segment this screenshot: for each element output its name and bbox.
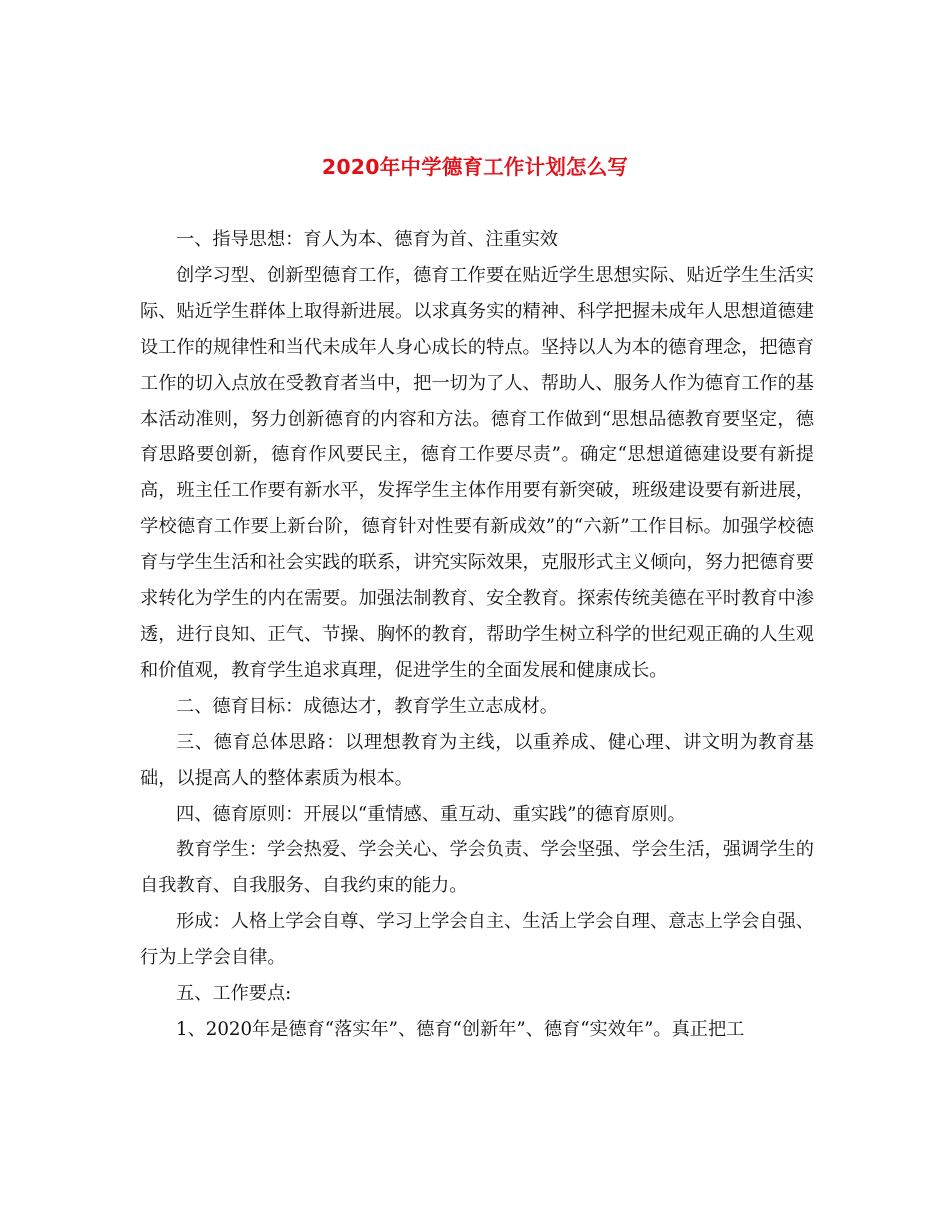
paragraph-work-point-1: 1、2020年是德育“落实年”、德育“创新年”、德育“实效年”。真正把工	[176, 1018, 745, 1040]
paragraph-guiding-ideology-heading: 一、指导思想：育人为本、德育为首、注重实效	[176, 229, 558, 250]
paragraph-overall-approach: 三、德育总体思路：以理想教育为主线，以重养成、健心理、讲文明为教育基础，以提高人的整体素质为根本。	[140, 731, 814, 789]
paragraph-principles: 四、德育原则：开展以“重情感、重互动、重实践”的德育原则。	[176, 803, 686, 825]
paragraph-work-points-heading: 五、工作要点:	[176, 983, 292, 1005]
paragraph-educate-students: 教育学生：学会热爱、学会关心、学会负责、学会坚强、学会生活，强调学生的自我教育、自我服务、自我约束的能力。	[140, 839, 814, 897]
paragraph-formation: 形成：人格上学会自尊、学习上学会自主、生活上学会自理、意志上学会自强、行为上学会自律。	[140, 911, 814, 969]
paragraph-moral-education-goal: 二、德育目标：成德达才，教育学生立志成材。	[176, 695, 558, 717]
paragraph-guiding-ideology-content: 创学习型、创新型德育工作，德育工作要在贴近学生思想实际、贴近学生生活实际、贴近学生群体上取得新进展。以求真务实的精神、科学把握未成年人思想道德建设工作的规律性和当代未成年人身心成长的特点。坚持以人为本的德育理念，把德育工作的切入点放在受教育者当中，把一切为了人、帮助人、服务人作为德育工作的基本活动准则，努力创新德育的内容和方法。德育工作做到“思想品德教育要坚定，德育思路要创新，德育作风要民主，德育工作要尽责”。确定“思想道德建设要有新提高，班主任工作要有新水平，发挥学生主体作用要有新突破，班级建设要有新进展，学校德育工作要上新台阶，德育针对性要有新成效”的“六新”工作目标。加强学校德育与学生生活和社会实践的联系，讲究实际效果，克服形式主义倾向，努力把德育要求转化为学生的内在需要。加强法制教育、安全教育。探索传统美德在平时教育中渗透，进行良知、正气、节操、胸怀的教育，帮助学生树立科学的世纪观正确的人生观和价值观，教育学生追求真理，促进学生的全面发展和健康成长。	[140, 264, 814, 681]
document-body	[140, 222, 814, 1048]
document-title: 2020年中学德育工作计划怎么写	[321, 154, 629, 179]
